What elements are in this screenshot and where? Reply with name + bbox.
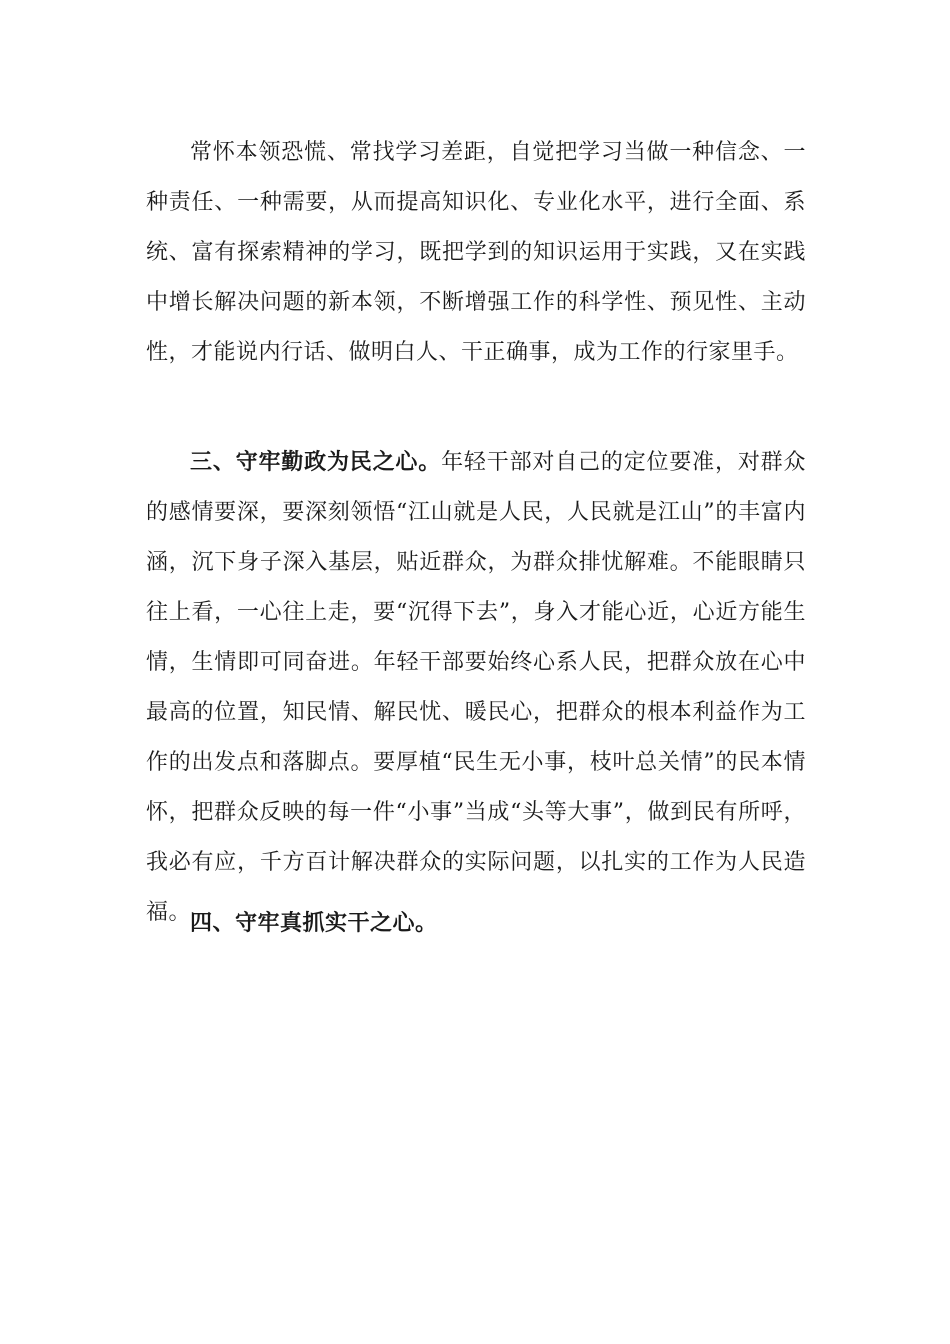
section-three-body: 年轻干部对自己的定位要准，对群众的感情要深，要深刻领悟“江山就是人民，人民就是江山”的丰富内涵，沉下身子深入基层，贴近群众，为群众排忧解难。不能眼睛只往上看，一心往上走，要“沉得下去”，身入才能心近，心近方能生情，生情即可同奋进。年轻干部要始终心系人民，把群众放在心中最高的位置，知民情、解民忧、暖民心，把群众的根本利益作为工作的出发点和落脚点。要厚植“民生无小事，枝叶总关情”的民本情怀，把群众反映的每一件“小事”当成“头等大事”，做到民有所呼，我必有应，千方百计解决群众的实际问题，以扎实的工作为人民造福。 <box>146 450 806 925</box>
section-three-heading: 三、守牢勤政为民之心。 <box>190 449 442 475</box>
paragraph-section-three <box>146 437 806 938</box>
paragraph-study <box>146 128 806 378</box>
paragraph-study-text: 常怀本领恐慌、常找学习差距，自觉把学习当做一种信念、一种责任、一种需要，从而提高知识化、专业化水平，进行全面、系统、富有探索精神的学习，既把学到的知识运用于实践，又在实践中增长解决问题的新本领，不断增强工作的科学性、预见性、主动性，才能说内行话、做明白人、干正确事，成为工作的行家里手。 <box>146 140 806 365</box>
paragraph-section-four <box>146 898 806 949</box>
section-four-heading: 四、守牢真抓实干之心。 <box>190 910 438 936</box>
